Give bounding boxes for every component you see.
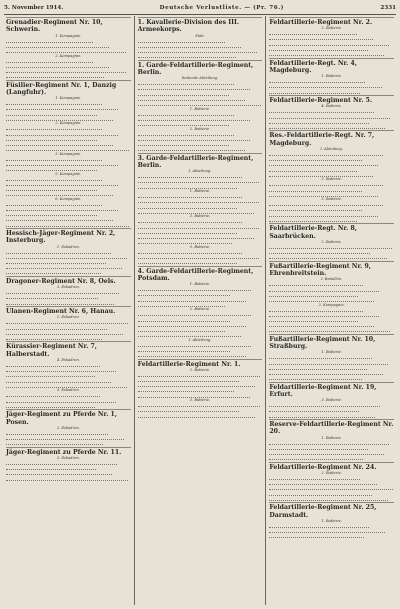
- casualty-line: [269, 192, 377, 197]
- casualty-line: [138, 131, 234, 136]
- casualty-line: [269, 360, 387, 365]
- unit-section: 2. Batterie.: [321, 239, 342, 244]
- unit-section: 3. Eskadron.: [56, 285, 80, 290]
- casualty-line: [138, 184, 238, 189]
- unit-section: 5. Eskadron.: [56, 388, 80, 393]
- casualty-line: [138, 224, 259, 229]
- casualty-line: [6, 167, 97, 172]
- casualty-line: [269, 451, 384, 456]
- unit-section: 3. Batterie.: [189, 214, 211, 219]
- casualty-line: [269, 162, 377, 167]
- unit-section: 1. Batterie.: [321, 350, 342, 355]
- unit-section: 1. Batterie.: [189, 282, 211, 287]
- casualty-line: [269, 408, 359, 413]
- casualty-line: [6, 63, 109, 68]
- column-right: [265, 16, 397, 605]
- unit-section: 4. Batterie.: [321, 104, 342, 109]
- casualty-line: [6, 201, 102, 206]
- unit-section: 1. Eskadron.: [56, 315, 80, 320]
- casualty-line: [6, 362, 100, 367]
- casualty-line: [138, 372, 260, 377]
- casualty-line: [138, 136, 250, 141]
- regiment-entry: [6, 306, 131, 340]
- casualty-line: [138, 209, 254, 214]
- casualty-line: [138, 342, 251, 347]
- casualty-line: [138, 101, 261, 106]
- casualty-line: [6, 48, 126, 53]
- regiment-entry: [6, 228, 131, 274]
- casualty-line: [269, 491, 371, 496]
- casualty-line: [138, 43, 241, 48]
- casualty-line: [138, 393, 250, 398]
- casualty-line: [269, 46, 367, 51]
- casualty-line: [6, 186, 97, 191]
- casualty-line: [138, 229, 238, 234]
- regiment-heading: Fußartillerie-Regiment Nr. 9, Ehrenbreitstein.: [269, 261, 394, 278]
- casualty-line: [138, 54, 236, 59]
- casualty-line: [138, 413, 255, 418]
- casualty-line: [138, 408, 239, 413]
- unit-section: 2. Kompagnie.: [55, 121, 82, 126]
- regiment-heading: 1. Kavallerie-Division des III. Armeekorps.: [138, 17, 263, 34]
- regiment-heading: Res.-Feldartillerie-Regt. Nr. 7, Magdeburg.: [269, 130, 394, 147]
- unit-section: 1. Batterie.: [189, 106, 211, 111]
- casualty-line: [6, 460, 117, 465]
- casualty-line: [138, 297, 246, 302]
- casualty-line: [269, 207, 361, 212]
- regiment-heading: Feldartillerie-Regt. Nr. 4, Magdeburg.: [269, 58, 394, 75]
- regiment-heading: 1. Garde-Feldartillerie-Regiment, Berlin.: [138, 60, 263, 77]
- casualty-line: [138, 234, 254, 239]
- casualty-line: [138, 141, 229, 146]
- casualty-line: [138, 249, 243, 254]
- casualty-line: [269, 323, 374, 328]
- regiment-heading: 4. Garde-Feldartillerie-Regiment, Potsdam.: [138, 266, 263, 283]
- casualty-line: [269, 167, 356, 172]
- casualty-line: [6, 290, 119, 295]
- casualty-line: [269, 182, 382, 187]
- casualty-line: [138, 240, 233, 245]
- unit-section: 1. Kompagnie.: [55, 33, 82, 38]
- casualty-line: [269, 307, 363, 312]
- casualty-line: [6, 156, 102, 161]
- regiment-heading: Hessisch-Jäger-Regiment Nr. 2, Insterburg.: [6, 228, 131, 245]
- casualty-line: [138, 96, 245, 101]
- casualty-line: [269, 157, 361, 162]
- casualty-line: [6, 476, 128, 481]
- casualty-line: [269, 456, 363, 461]
- casualty-line: [269, 328, 390, 333]
- casualty-line: [138, 388, 234, 393]
- casualty-line: [6, 217, 113, 222]
- regiment-entry: [6, 409, 131, 445]
- unit-section: 5. Kompagnie.: [55, 171, 82, 176]
- casualty-line: [6, 147, 129, 152]
- casualty-line: [269, 475, 360, 480]
- casualty-line: [6, 106, 118, 111]
- casualty-line: [269, 403, 380, 408]
- casualty-line: [6, 270, 101, 275]
- casualty-line: [138, 194, 243, 199]
- casualty-line: [6, 265, 122, 270]
- casualty-line: [269, 187, 361, 192]
- casualty-line: [269, 212, 377, 217]
- casualty-line: [6, 111, 97, 116]
- casualty-line: [269, 534, 364, 539]
- casualty-line: [6, 136, 97, 141]
- casualty-line: [269, 312, 379, 317]
- casualty-line: [138, 377, 239, 382]
- casualty-line: [269, 119, 369, 124]
- regiment-heading: Feldartillerie-Regiment Nr. 24.: [269, 462, 394, 471]
- casualty-line: [269, 529, 385, 534]
- regiment-heading: Feldartillerie-Regiment Nr. 5.: [269, 95, 394, 104]
- casualty-line: [138, 403, 260, 408]
- casualty-line: [6, 141, 113, 146]
- regiment-heading: Feldartillerie-Regiment Nr. 25, Darmstadt.: [269, 502, 394, 519]
- casualty-line: [269, 292, 358, 297]
- casualty-line: [6, 373, 95, 378]
- casualty-line: [269, 355, 371, 360]
- casualty-line: [138, 48, 258, 53]
- casualty-line: [138, 199, 259, 204]
- unit-section: 1. Batterie.: [321, 74, 342, 79]
- casualty-line: [269, 440, 389, 445]
- unit-section: I. Bataillon.: [321, 277, 343, 282]
- regiment-entry: [6, 276, 131, 305]
- unit-section: 1. Batterie.: [321, 435, 342, 440]
- column-middle: [134, 16, 266, 605]
- casualty-line: [6, 249, 111, 254]
- casualty-line: [138, 179, 259, 184]
- casualty-line: [269, 376, 361, 381]
- text-columns: [3, 16, 397, 605]
- regiment-heading: Ulanen-Regiment Nr. 6, Hanau.: [6, 306, 131, 315]
- regiment-heading: Füsilier-Regiment Nr. 1, Danzig (Langfuhr).: [6, 80, 131, 97]
- casualty-line: [138, 86, 250, 91]
- unit-section: 1. Batterie.: [321, 518, 342, 523]
- regiment-entry: [269, 334, 394, 380]
- unit-section: Reitende Abteilung.: [181, 76, 219, 81]
- unit-section: 3. Eskadron.: [56, 456, 80, 461]
- unit-section: 2. Batterie.: [321, 471, 342, 476]
- casualty-line: [269, 317, 358, 322]
- casualty-line: [269, 89, 360, 94]
- casualty-line: [269, 114, 390, 119]
- regiment-entry: [138, 266, 263, 357]
- unit-section: 3. Kompagnie.: [55, 151, 82, 156]
- regiment-entry: [138, 153, 263, 264]
- casualty-line: [6, 192, 113, 197]
- regiment-entry: [269, 58, 394, 94]
- casualty-line: [6, 383, 127, 388]
- regiment-entry: [269, 130, 394, 221]
- casualty-line: [6, 181, 118, 186]
- casualty-line: [269, 217, 356, 222]
- unit-section: 2. Kompagnie.: [55, 53, 82, 58]
- casualty-line: [6, 58, 93, 63]
- unit-section: 3. Batterie.: [189, 398, 211, 403]
- unit-section: I. Abteilung.: [188, 337, 212, 342]
- casualty-line: [138, 352, 246, 357]
- unit-section: 3. Batterie.: [321, 398, 342, 403]
- unit-section: 3. Batterie.: [321, 197, 342, 202]
- regiment-entry: [138, 60, 263, 151]
- page-header: [4, 2, 396, 15]
- casualty-line: [6, 116, 113, 121]
- casualty-line: [269, 282, 363, 287]
- casualty-line: [6, 330, 123, 335]
- regiment-heading: Feldartillerie-Regiment Nr. 1.: [138, 359, 263, 368]
- regiment-entry: [6, 341, 131, 407]
- header-page-number: 2331: [380, 5, 396, 11]
- casualty-line: [138, 38, 225, 43]
- unit-section: 2. Kompagnie.: [318, 302, 345, 307]
- casualty-line: [138, 312, 251, 317]
- casualty-line: [269, 36, 372, 41]
- casualty-line: [6, 38, 93, 43]
- regiment-entry: [138, 359, 263, 418]
- casualty-line: [138, 332, 241, 337]
- casualty-line: [269, 79, 365, 84]
- casualty-line: [6, 320, 128, 325]
- regiment-entry: [269, 261, 394, 333]
- casualty-line: [6, 259, 106, 264]
- casualty-line: [138, 254, 259, 259]
- unit-section: 2. Eskadron.: [56, 425, 80, 430]
- casualty-line: [138, 116, 250, 121]
- casualty-line: [269, 297, 374, 302]
- casualty-line: [269, 365, 366, 370]
- casualty-line: [138, 219, 243, 224]
- casualty-line: [6, 471, 112, 476]
- regiment-heading: Grenadier-Regiment Nr. 10, Schwerin.: [6, 17, 131, 34]
- casualty-line: [269, 202, 382, 207]
- casualty-line: [6, 466, 96, 471]
- casualty-line: [138, 327, 225, 332]
- unit-section: 1. Kompagnie.: [55, 96, 82, 101]
- unit-section: 1. Eskadron.: [56, 244, 80, 249]
- casualty-line: [138, 383, 255, 388]
- column-left: [3, 16, 134, 605]
- casualty-line: [6, 206, 118, 211]
- casualty-line: [6, 212, 97, 217]
- casualty-line: [269, 84, 381, 89]
- casualty-line: [6, 430, 108, 435]
- casualty-line: [6, 325, 107, 330]
- casualty-line: [6, 43, 109, 48]
- casualty-line: [138, 111, 234, 116]
- regiment-entry: [269, 17, 394, 56]
- unit-section: 2. Batterie.: [189, 307, 211, 312]
- casualty-line: [138, 121, 229, 126]
- casualty-line: [138, 322, 246, 327]
- casualty-line: [6, 403, 95, 408]
- regiment-heading: Dragoner-Regiment Nr. 8, Oels.: [6, 276, 131, 285]
- casualty-line: [6, 378, 111, 383]
- casualty-line: [138, 174, 243, 179]
- regiment-heading: 3. Garde-Feldartillerie-Regiment, Berlin.: [138, 153, 263, 170]
- casualty-line: [6, 101, 102, 106]
- casualty-line: [6, 335, 102, 340]
- casualty-line: [269, 51, 384, 56]
- casualty-line: [269, 287, 379, 292]
- casualty-line: [269, 255, 386, 260]
- unit-section: 2. Batterie.: [189, 126, 211, 131]
- casualty-line: [269, 172, 372, 177]
- regiment-entry: [269, 462, 394, 501]
- regiment-entry: [269, 382, 394, 418]
- casualty-line: [138, 302, 225, 307]
- casualty-line: [269, 31, 356, 36]
- casualty-line: [6, 398, 116, 403]
- casualty-line: [138, 204, 238, 209]
- casualty-line: [269, 124, 385, 129]
- unit-section: 5. Batterie.: [321, 26, 342, 31]
- casualty-line: [269, 151, 382, 156]
- unit-section: 6. Kompagnie.: [55, 196, 82, 201]
- casualty-line: [138, 91, 229, 96]
- regiment-heading: Feldartillerie-Regiment Nr. 19, Erfurt.: [269, 382, 394, 399]
- unit-section: 5. Batterie.: [189, 244, 211, 249]
- casualty-line: [6, 254, 127, 259]
- casualty-line: [6, 126, 102, 131]
- regiment-heading: Kürassier-Regiment Nr. 7, Halberstadt.: [6, 341, 131, 358]
- casualty-line: [138, 287, 251, 292]
- regiment-heading: Feldartillerie-Regt. Nr. 8, Saarbrücken.: [269, 223, 394, 240]
- unit-section: 4. Eskadron.: [56, 358, 80, 363]
- casualty-line: [6, 368, 116, 373]
- unit-section: I. Abteilung.: [188, 169, 212, 174]
- casualty-line: [269, 41, 389, 46]
- regiment-entry: [138, 17, 263, 58]
- regiment-entry: [269, 223, 394, 259]
- unit-section: 1. Batterie.: [189, 189, 211, 194]
- unit-section: I. Abteilung.: [320, 146, 343, 151]
- regiment-entry: [269, 95, 394, 129]
- casualty-line: [269, 370, 382, 375]
- casualty-line: [138, 292, 230, 297]
- casualty-line: [269, 413, 375, 418]
- casualty-line: [138, 317, 230, 322]
- casualty-line: [269, 250, 370, 255]
- regiment-heading: Feldartillerie-Regiment Nr. 2.: [269, 17, 394, 26]
- casualty-line: [6, 68, 126, 73]
- casualty-line: [6, 222, 129, 227]
- casualty-line: [269, 523, 369, 528]
- casualty-line: [6, 393, 100, 398]
- casualty-line: [6, 176, 102, 181]
- casualty-line: [269, 496, 387, 501]
- header-title: Deutsche Verlustliste. — (Pr. 76.): [159, 5, 285, 11]
- regiment-heading: Jäger-Regiment zu Pferde Nr. 1, Posen.: [6, 409, 131, 426]
- regiment-entry: [6, 80, 131, 227]
- casualty-line: [269, 445, 367, 450]
- regiment-heading: Fußartillerie-Regiment Nr. 10, Straßburg.: [269, 334, 394, 351]
- casualty-line: [138, 347, 230, 352]
- casualty-line: [269, 481, 376, 486]
- regiment-entry: [269, 502, 394, 538]
- casualty-line: [138, 81, 234, 86]
- casualty-line: [138, 147, 245, 152]
- regiment-heading: Reserve-Feldartillerie-Regiment Nr. 20.: [269, 421, 394, 436]
- regiment-entry: [269, 419, 394, 460]
- casualty-line: [6, 74, 104, 79]
- unit-section: 2. Batterie.: [189, 367, 211, 372]
- casualty-line: [269, 109, 374, 114]
- unit-section: 2. Batterie.: [321, 177, 342, 182]
- regiment-entry: [6, 447, 131, 481]
- header-date: 5. November 1914.: [4, 5, 64, 11]
- regiment-heading: Jäger-Regiment zu Pferde Nr. 11.: [6, 447, 131, 456]
- unit-section: Stab.: [195, 33, 205, 38]
- casualty-line: [6, 295, 98, 300]
- casualty-line: [6, 435, 124, 440]
- casualty-line: [138, 259, 238, 264]
- casualty-line: [269, 486, 392, 491]
- casualty-line: [6, 131, 118, 136]
- casualty-line: [6, 300, 114, 305]
- casualty-line: [6, 161, 118, 166]
- casualty-line: [269, 244, 391, 249]
- casualty-line: [6, 441, 103, 446]
- regiment-entry: [6, 17, 131, 78]
